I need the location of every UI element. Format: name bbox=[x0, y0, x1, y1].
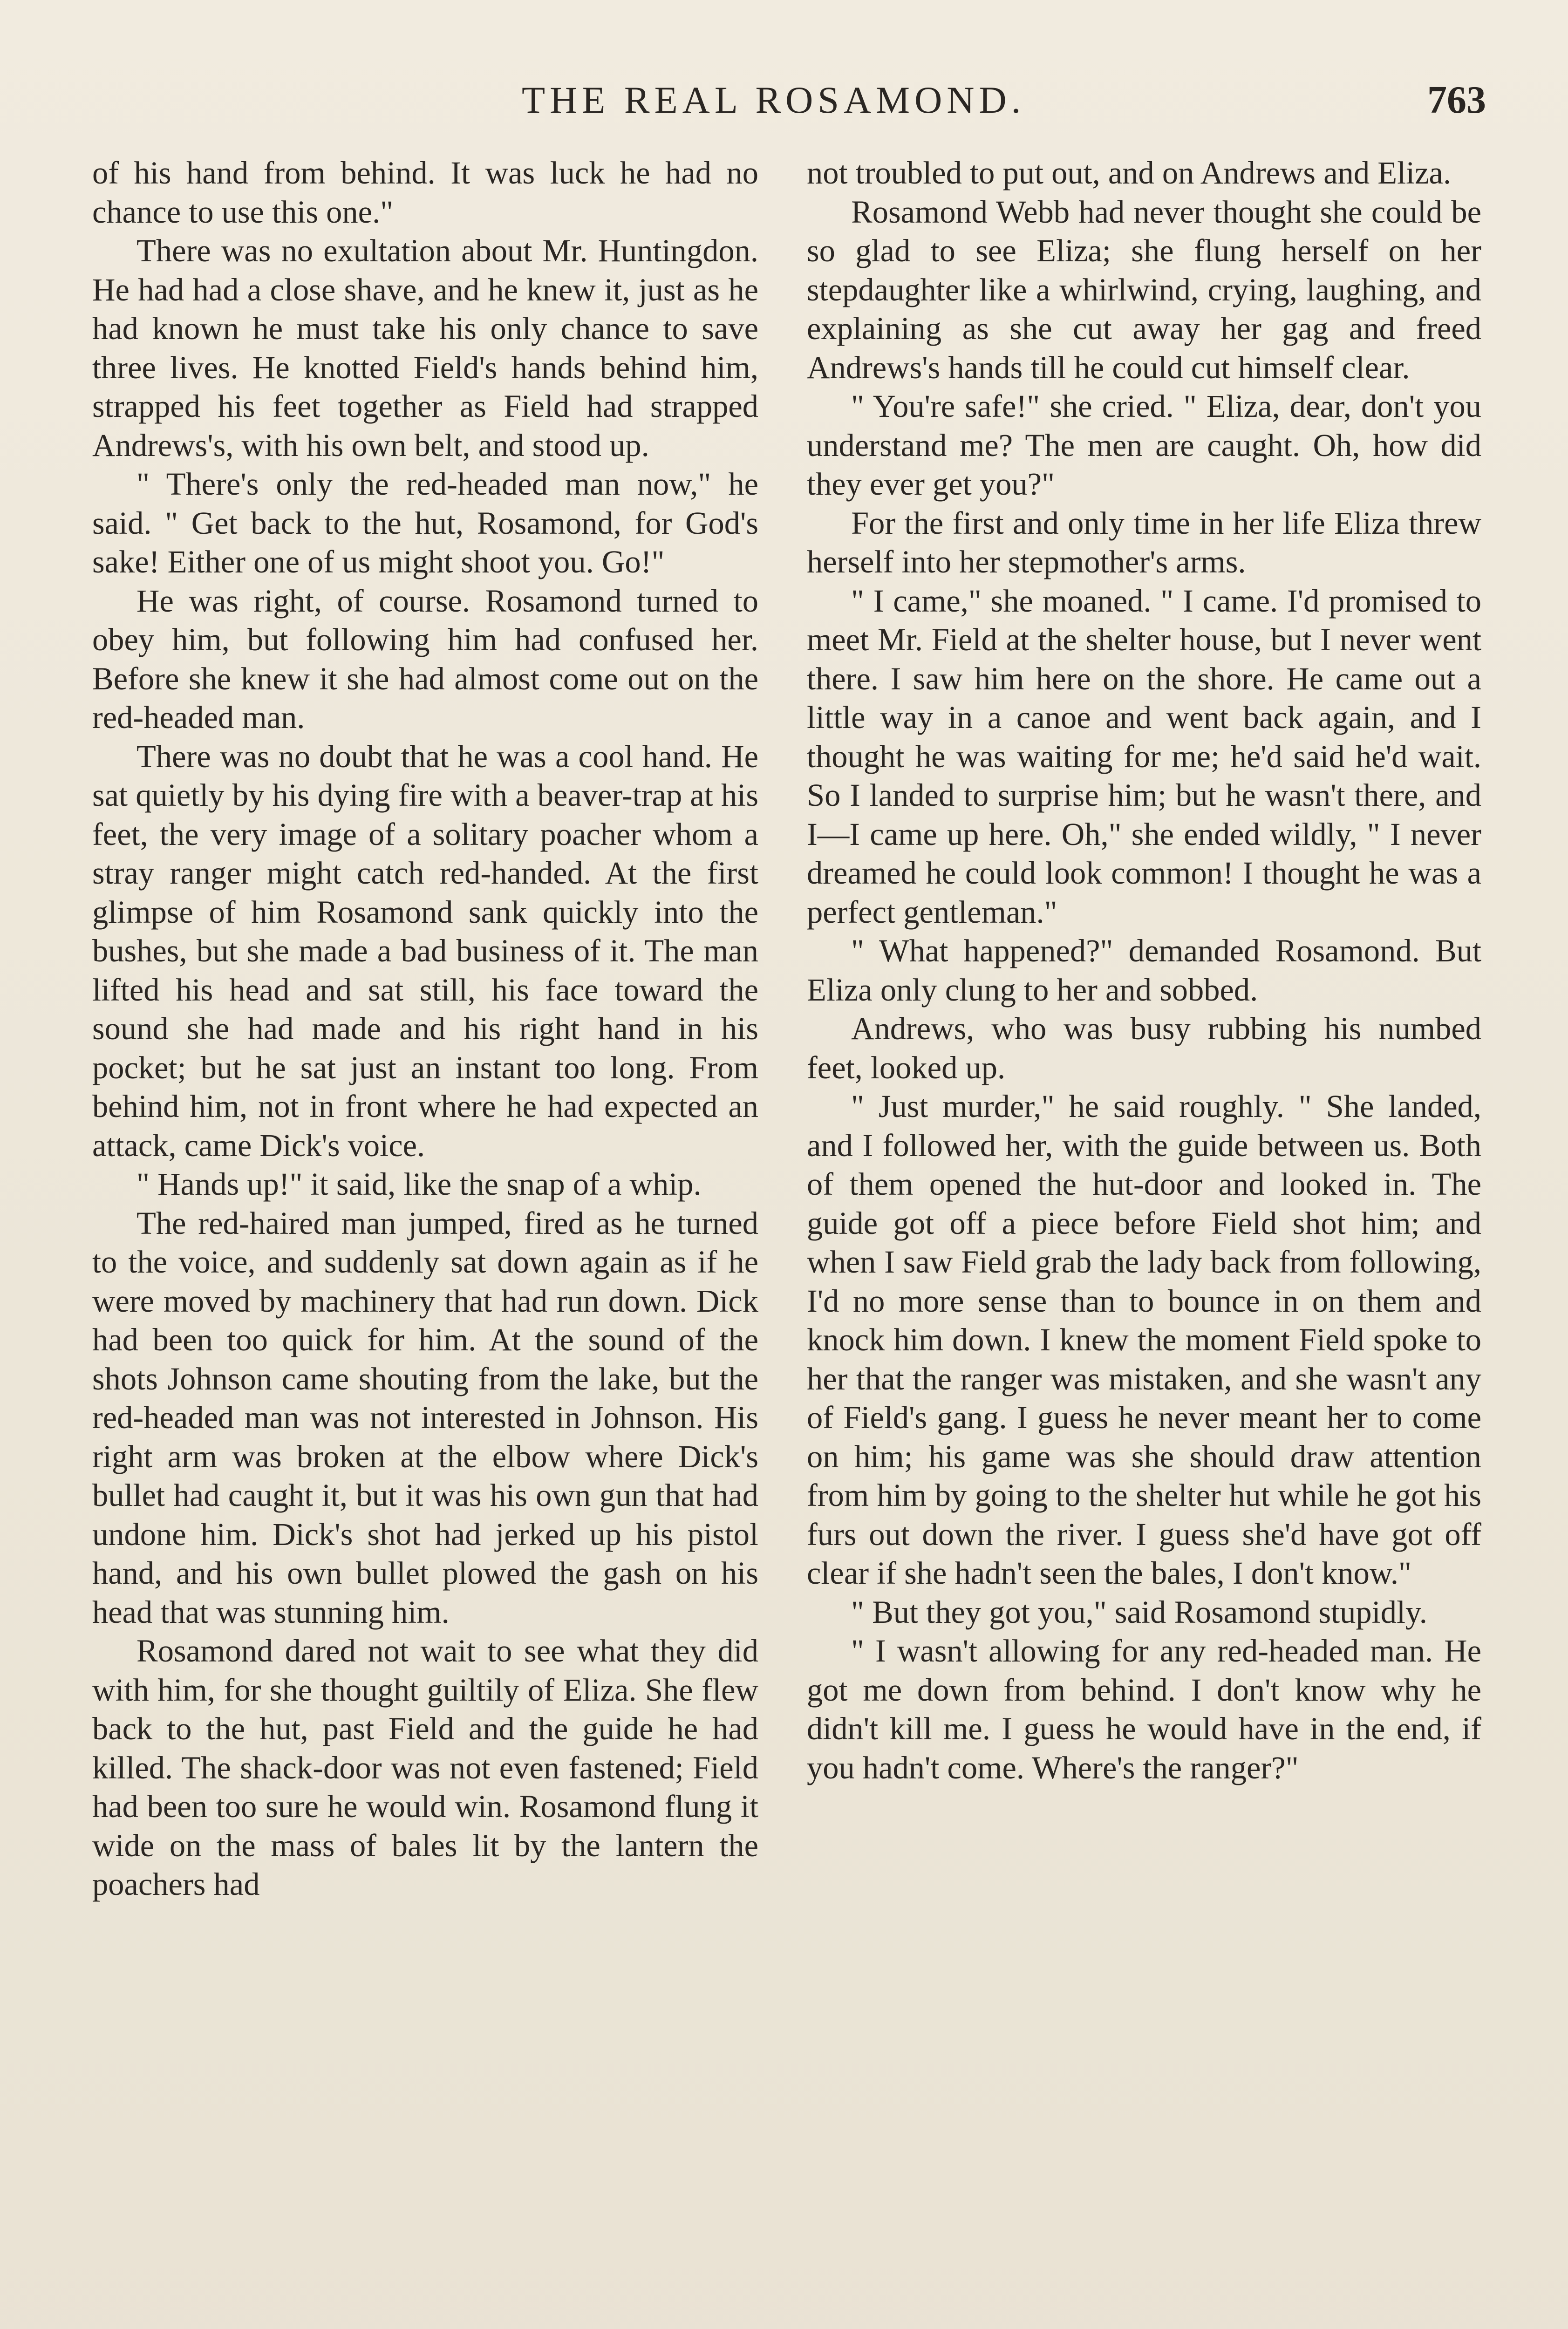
paragraph: " I wasn't allowing for any red-headed man. He got me down from behind. I don't know why he didn't kill me. I guess he would have in the end, if you hadn't come. Where's the ranger?" bbox=[807, 1633, 1481, 1785]
paragraph: The red-haired man jumped, fired as he turned to the voice, and suddenly sat down again as if he were moved by machinery that had run down. Dick had been too quick for him. At the sound of the shots Johnson came shouting from the lake, but the red-headed man was not interested in Johnson. His right arm was broken at the elbow where Dick's bullet had caught it, but it was his own gun that had undone him. Dick's shot had jerked up his pistol hand, and his own bullet plowed the gash on his head that was stunning him. bbox=[92, 1205, 758, 1630]
paragraph: There was no doubt that he was a cool hand. He sat quietly by his dying fire with a beaver-trap at his feet, the very image of a solitary poacher whom a stray ranger might catch red-handed. At the first glimpse of him Rosamond sank quickly into the bushes, but she made a bad business of it. The man lifted his head and sat still, his face toward the sound she had made and his right hand in his pocket; but he sat just an instant too long. From behind him, not in front where he had expected an attack, came Dick's voice. bbox=[92, 738, 758, 1163]
right-column bbox=[807, 154, 1481, 2329]
paragraph: " You're safe!" she cried. " Eliza, dear, don't you understand me? The men are caught. Oh, how did they ever get you?" bbox=[807, 388, 1481, 502]
page-number: 763 bbox=[1427, 78, 1486, 122]
paragraph: " What happened?" demanded Rosamond. But Eliza only clung to her and sobbed. bbox=[807, 933, 1481, 1008]
paragraph: " Just murder," he said roughly. " She landed, and I followed her, with the guide between us. Both of them opened the hut-door and looked in. The guide got off a piece before Field shot him; and when I saw Field grab the lady back from following, I'd no more sense than to bounce in on them and knock him down. I knew the moment Field spoke to her that the ranger was mistaken, and she wasn't any of Field's gang. I guess he never meant her to come on him; his game was she should draw attention from him by going to the shelter hut while he got his furs out down the river. I guess she'd have got off clear if she hadn't seen the bales, I don't know." bbox=[807, 1089, 1481, 1591]
paragraph: " There's only the red-headed man now," he said. " Get back to the hut, Rosamond, for God's sake! Either one of us might shoot you. Go!" bbox=[92, 466, 758, 579]
paragraph: " Hands up!" it said, like the snap of a whip. bbox=[136, 1166, 702, 1202]
paragraph: Andrews, who was busy rubbing his numbed feet, looked up. bbox=[807, 1011, 1481, 1085]
paragraph: " I came," she moaned. " I came. I'd promised to meet Mr. Field at the shelter house, but I never went there. I saw him here on the shore. He came out a little way in a canoe and went back again, and I thought he was waiting for me; he'd said he'd wait. So I landed to surprise him; but he wasn't there, and I—I came up here. Oh," she ended wildly, " I never dreamed he could look common! I thought he was a perfect gentleman." bbox=[807, 583, 1481, 930]
page-header bbox=[522, 75, 1486, 126]
paragraph: Rosamond dared not wait to see what they did with him, for she thought guiltily of Eliza. She flew back to the hut, past Field and the guide he had killed. The shack-door was not even fastened; Field had been too sure he would win. Rosamond flung it wide on the mass of bales lit by the lantern the poachers had bbox=[92, 1633, 758, 1902]
paragraph: not troubled to put out, and on Andrews and Eliza. bbox=[807, 155, 1452, 191]
paragraph: For the first and only time in her life Eliza threw herself into her stepmother's arms. bbox=[807, 505, 1481, 579]
paragraph: of his hand from behind. It was luck he had no chance to use this one." bbox=[92, 155, 758, 230]
paragraph: " But they got you," said Rosamond stupidly. bbox=[851, 1594, 1427, 1630]
paragraph: He was right, of course. Rosamond turned to obey him, but following him had confused her. Before she knew it she had almost come out on the red-headed man. bbox=[92, 583, 758, 735]
paragraph: There was no exultation about Mr. Huntingdon. He had had a close shave, and he knew it, just as he had known he must take his only chance to save three lives. He knotted Field's hands behind him, strapped his feet together as Field had strapped Andrews's, with his own belt, and stood up. bbox=[92, 233, 758, 463]
running-title: THE REAL ROSAMOND. bbox=[522, 79, 1026, 121]
left-column bbox=[92, 154, 758, 2329]
paragraph: Rosamond Webb had never thought she could be so glad to see Eliza; she flung herself on her stepdaughter like a whirlwind, crying, laughing, and explaining as she cut away her gag and freed Andrews's hands till he could cut himself clear. bbox=[807, 194, 1481, 385]
